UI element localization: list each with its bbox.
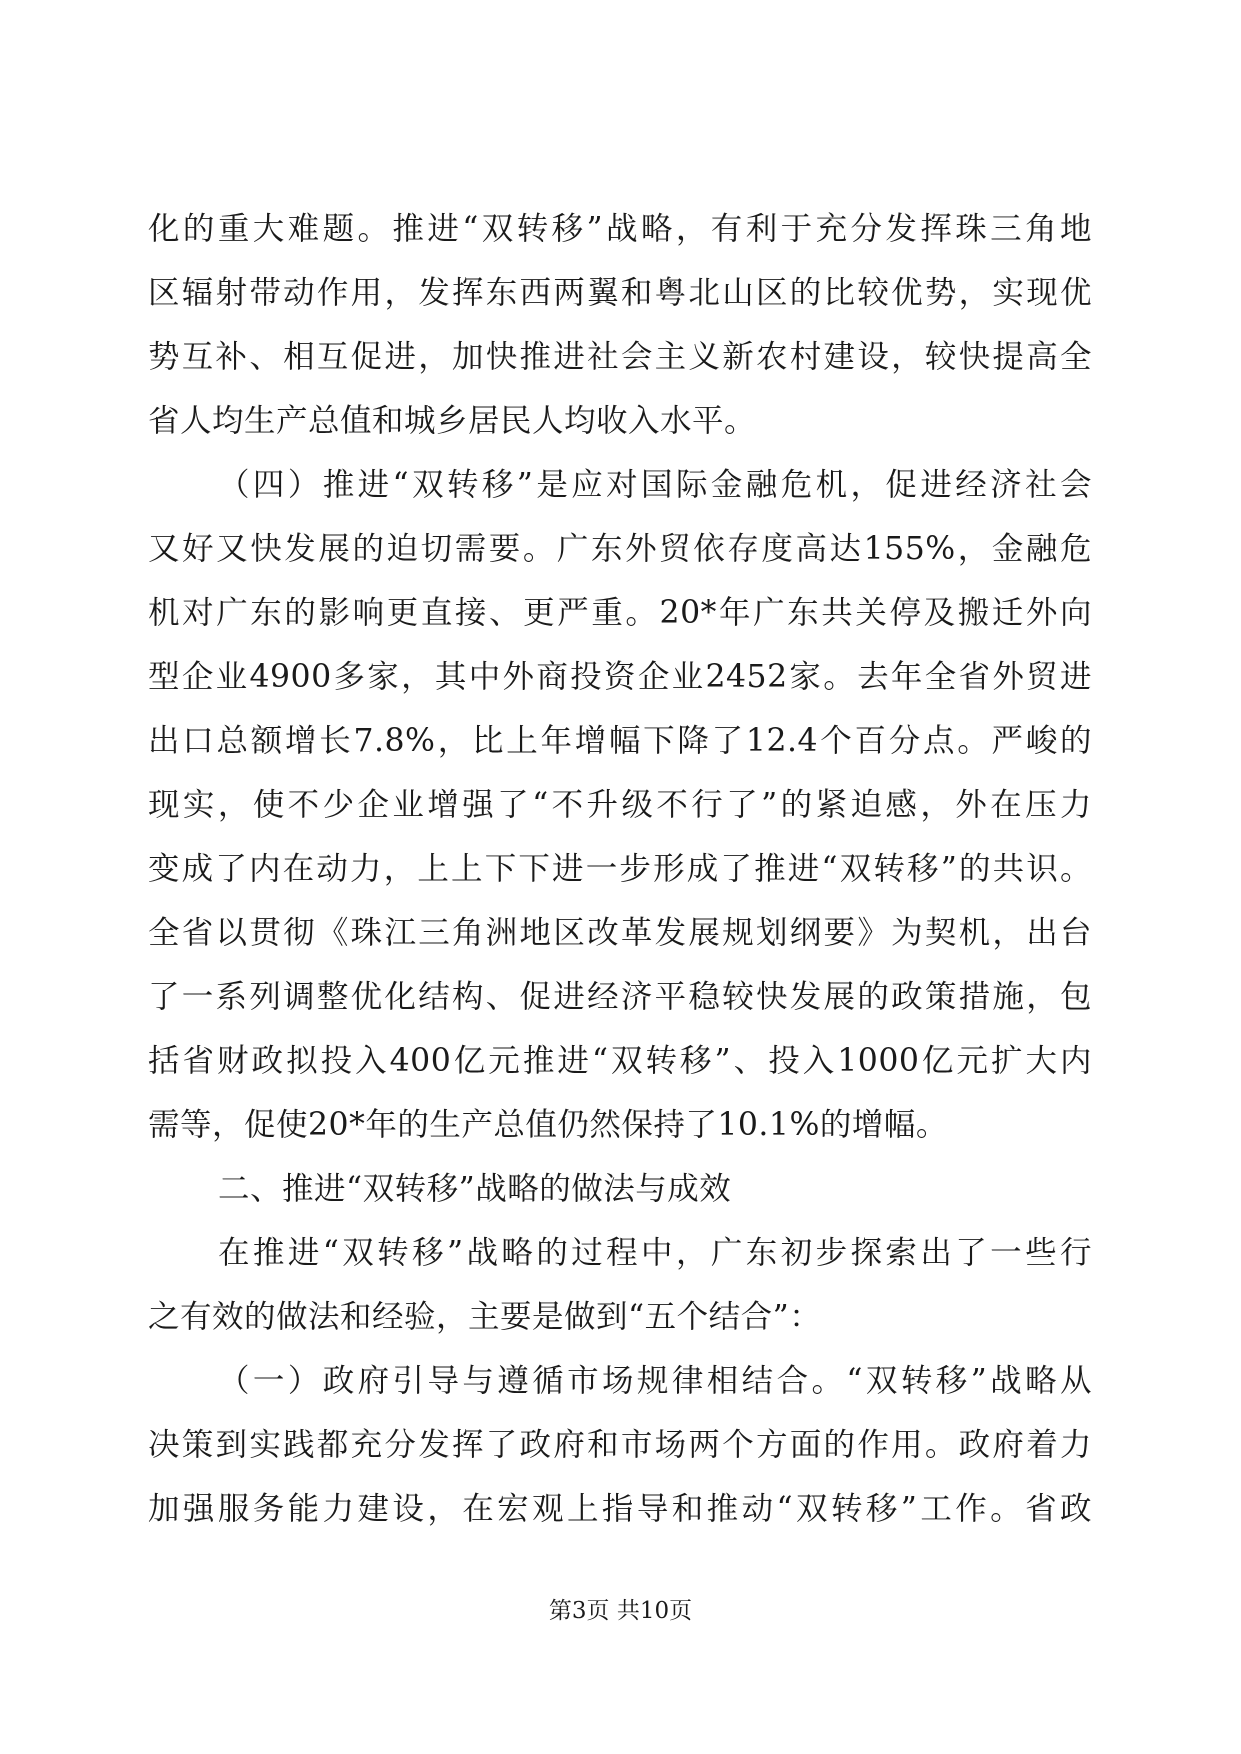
- body-text-line: 势互补、相互促进，加快推进社会主义新农村建设，较快提高全: [148, 339, 1092, 375]
- body-text-line: 决策到实践都充分发挥了政府和市场两个方面的作用。政府着力: [148, 1427, 1092, 1463]
- body-text-line: 现实，使不少企业增强了“不升级不行了”的紧迫感，外在压力: [148, 787, 1092, 823]
- body-text-line: 化的重大难题。推进“双转移”战略，有利于充分发挥珠三角地: [148, 211, 1092, 247]
- body-text-line: 了一系列调整优化结构、促进经济平稳较快发展的政策措施，包: [148, 979, 1092, 1015]
- body-text-line: 出口总额增长7.8%，比上年增幅下降了12.4个百分点。严峻的: [148, 723, 1092, 759]
- body-text-line: 在推进“双转移”战略的过程中，广东初步探索出了一些行: [218, 1235, 1092, 1271]
- body-text-line: 又好又快发展的迫切需要。广东外贸依存度高达155%，金融危: [148, 531, 1092, 567]
- body-text-line: 需等，促使20*年的生产总值仍然保持了10.1%的增幅。: [148, 1107, 948, 1143]
- body-text-line: （一）政府引导与遵循市场规律相结合。“双转移”战略从: [218, 1363, 1092, 1399]
- body-text-line: 之有效的做法和经验，主要是做到“五个结合”：: [148, 1299, 822, 1335]
- body-text-line: 括省财政拟投入400亿元推进“双转移”、投入1000亿元扩大内: [148, 1043, 1092, 1079]
- body-text-line: 加强服务能力建设，在宏观上指导和推动“双转移”工作。省政: [148, 1491, 1092, 1527]
- body-text-line: 省人均生产总值和城乡居民人均收入水平。: [148, 403, 757, 439]
- page-number-footer: 第3页 共10页: [548, 1598, 693, 1624]
- body-text-line: 区辐射带动作用，发挥东西两翼和粤北山区的比较优势，实现优: [148, 275, 1092, 311]
- body-text-line: （四）推进“双转移”是应对国际金融危机，促进经济社会: [218, 467, 1092, 503]
- body-text-line: 全省以贯彻《珠江三角洲地区改革发展规划纲要》为契机，出台: [148, 915, 1092, 951]
- body-text-line: 机对广东的影响更直接、更严重。20*年广东共关停及搬迁外向: [148, 595, 1092, 631]
- section-heading: 二、推进“双转移”战略的做法与成效: [218, 1171, 732, 1207]
- body-text-line: 变成了内在动力，上上下下进一步形成了推进“双转移”的共识。: [148, 851, 1092, 887]
- body-text-line: 型企业4900多家，其中外商投资企业2452家。去年全省外贸进: [148, 659, 1092, 695]
